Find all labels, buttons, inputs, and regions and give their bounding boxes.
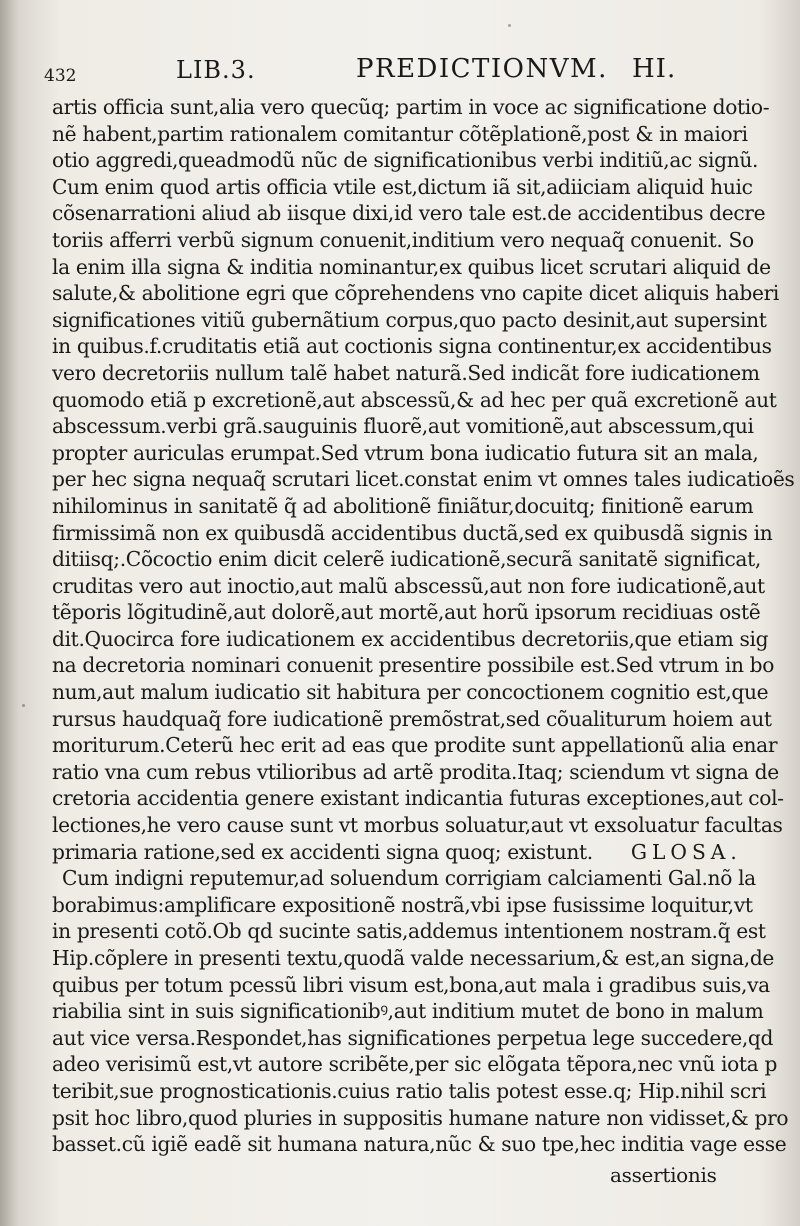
text-line [52,652,775,679]
text-line [52,413,754,440]
text-line-content: dit.Quocirca fore iudicationem ex accidentibus decretoriis,que etiam sig [52,626,769,651]
text-line [52,892,753,919]
text-line-content: per hec signa nequaq̃ scrutari licet.constat enim vt omnes tales iudicatioẽs [52,467,795,492]
text-line-content: in quibus.f.cruditatis etiã aut coctionis signa continentur,ex accidentibus [52,334,772,359]
text-line [52,94,770,121]
text-line [52,599,761,626]
folio-number: 432 [44,66,77,86]
text-line [52,626,769,653]
text-line [52,679,769,706]
text-line [52,360,760,387]
text-line-content: Cum indigni reputemur,ad soluendum corrigiam calciamenti Gal.nõ la [62,866,756,891]
text-line-content: rursus haudquaq̃ fore iudicationẽ premõstrat,sed cõualiturum hoiem aut [52,706,772,731]
glosa-label: GLOSA. [630,839,742,864]
author-abbrev: HI. [632,54,677,84]
text-line [52,759,779,786]
text-line-content: otio aggredi,queadmodũ nũc de significationibus verbi inditiũ,ac signũ. [52,148,759,173]
running-title: PREDICTIONVM. [356,54,608,84]
text-line [52,1131,787,1158]
text-line [52,200,766,227]
text-line-content: ditiisq;.Cõcoctio enim dicit celerẽ iudicationẽ,securã sanitatẽ significat, [52,547,761,572]
gutter-shadow [0,0,18,1226]
text-line [52,1105,789,1132]
text-line-content: salute,& abolitione egri que cõprehendens vno capite dicet aliquis haberi [52,281,779,306]
text-line-content: cruditas vero aut inoctio,aut malũ abscessũ,aut non fore iudicationẽ,aut [52,573,765,598]
text-line [52,121,748,148]
text-line [52,333,772,360]
text-line-content: Hip.cõplere in presenti textu,quodã valde necessarium,& est,an signa,de [52,946,775,970]
text-line [52,1025,774,1052]
text-line [52,147,759,174]
book-number: LIB.3. [176,56,256,84]
text-line [52,440,759,467]
text-line-content: firmissimã non ex quibusdã accidentibus ductã,sed ex quibusdã signis in [52,520,773,545]
text-line [52,706,772,733]
text-line [52,493,754,520]
text-line-content: in presenti cotõ.Ob qd sucinte satis,addemus intentionem nostram.q̃ est [52,919,766,944]
text-line [52,998,764,1025]
text-line-content: riabilia sint in suis significationibꝰ,aut inditium mutet de bono in malum [52,999,764,1024]
text-line-content: abscessum.verbi grã.sauguinis fluorẽ,aut vomitionẽ,aut abscessum,qui [52,414,754,439]
text-line-content: ratio vna cum rebus vtilioribus ad artẽ prodita.Itaq; sciendum vt signa de [52,759,779,784]
text-line-content: psit hoc libro,quod pluries in suppositis humane nature non vidisset,& pro [52,1105,789,1130]
text-line-content: lectiones,he vero cause sunt vt morbus soluatur,aut vt exsoluatur facultas [52,813,783,838]
text-line [52,466,795,493]
ink-speck [22,704,25,707]
text-line-content: basset.cũ igiẽ eadẽ sit humana natura,nũc & suo tpe,hec inditia vage esse [52,1132,787,1157]
text-line-content: Cum enim quod artis officia vtile est,dictum iã sit,adiiciam aliquid huic [52,174,753,199]
text-line-content: toriis afferri verbũ signum conuenit,inditium vero nequaq̃ conuenit. So [52,227,754,252]
text-line-content: tẽporis lõgitudinẽ,aut dolorẽ,aut mortẽ,aut horũ ipsorum recidiuas ostẽ [52,600,761,625]
text-line [52,865,756,892]
text-line [52,812,783,839]
text-line-content: aut vice versa.Respondet,has significationes perpetua lege succedere,qd [52,1025,774,1050]
text-line-content: significationes vitiũ gubernãtium corpus,quo pacto desinit,aut supersint [52,307,767,332]
text-line [52,785,784,812]
text-line-content: cõsenarrationi aliud ab iisque dixi,id vero tale est.de accidentibus decre [52,201,766,226]
body-text [52,94,795,1158]
text-line-content: na decretoria nominari conuenit presentire possibile est.Sed vtrum in bo [52,653,775,678]
text-line-content: nẽ habent,partim rationalem comitantur cõtẽplationẽ,post & in maiori [52,121,748,146]
text-line [52,280,779,307]
running-head [40,52,760,92]
text-line-content: nihilominus in sanitatẽ q̃ ad abolitionẽ finiãtur,docuitq; finitionẽ earum [52,493,754,518]
text-line-content: propter auriculas erumpat.Sed vtrum bona iudicatio futura sit an mala, [52,440,759,465]
text-line [52,227,754,254]
text-line [52,387,777,414]
text-line [52,972,770,999]
text-line [52,732,778,759]
ink-speck [508,24,511,27]
text-line [52,254,771,281]
text-line [52,945,775,972]
text-line-content: artis officia sunt,alia vero quecũq; partim in voce ac significatione dotio- [52,95,770,119]
text-line [52,573,765,600]
catchword: assertionis [610,1163,717,1187]
text-line [52,1051,778,1078]
text-line-content: la enim illa signa & inditia nominantur,ex quibus licet scrutari aliquid de [52,254,771,279]
text-line [52,1078,767,1105]
text-line-content: borabimus:amplificare expositionẽ nostrã,vbi ipse fusissime loquitur,vt [52,892,753,917]
text-line [52,839,742,866]
text-line-content: quomodo etiã p excretionẽ,aut abscessũ,& ad hec per quã excretionẽ aut [52,387,777,412]
text-line [52,546,761,573]
text-line-content: cretoria accidentia genere existant indicantia futuras exceptiones,aut col- [52,786,784,811]
text-line-content: vero decretoriis nullum talẽ habet naturã.Sed indicãt fore iudicationem [52,360,760,385]
text-line [52,174,753,201]
text-line-content: adeo verisimũ est,vt autore scribẽte,per sic elõgata tẽpora,nec vnũ iota p [52,1052,778,1077]
text-line-content: moriturum.Ceterũ hec erit ad eas que prodite sunt appellationũ alia enar [52,733,778,758]
text-line [52,307,767,334]
text-line [52,918,766,945]
text-line-content: num,aut malum iudicatio sit habitura per concoctionem cognitio est,que [52,680,769,705]
text-line [52,520,773,547]
text-line-content: primaria ratione,sed ex accidenti signa quoq; existunt. [52,839,593,864]
text-line-content: teribit,sue prognosticationis.cuius ratio talis potest esse.q; Hip.nihil scri [52,1078,767,1103]
text-line-content: quibus per totum pcessũ libri visum est,bona,aut mala i gradibus suis,va [52,972,770,997]
